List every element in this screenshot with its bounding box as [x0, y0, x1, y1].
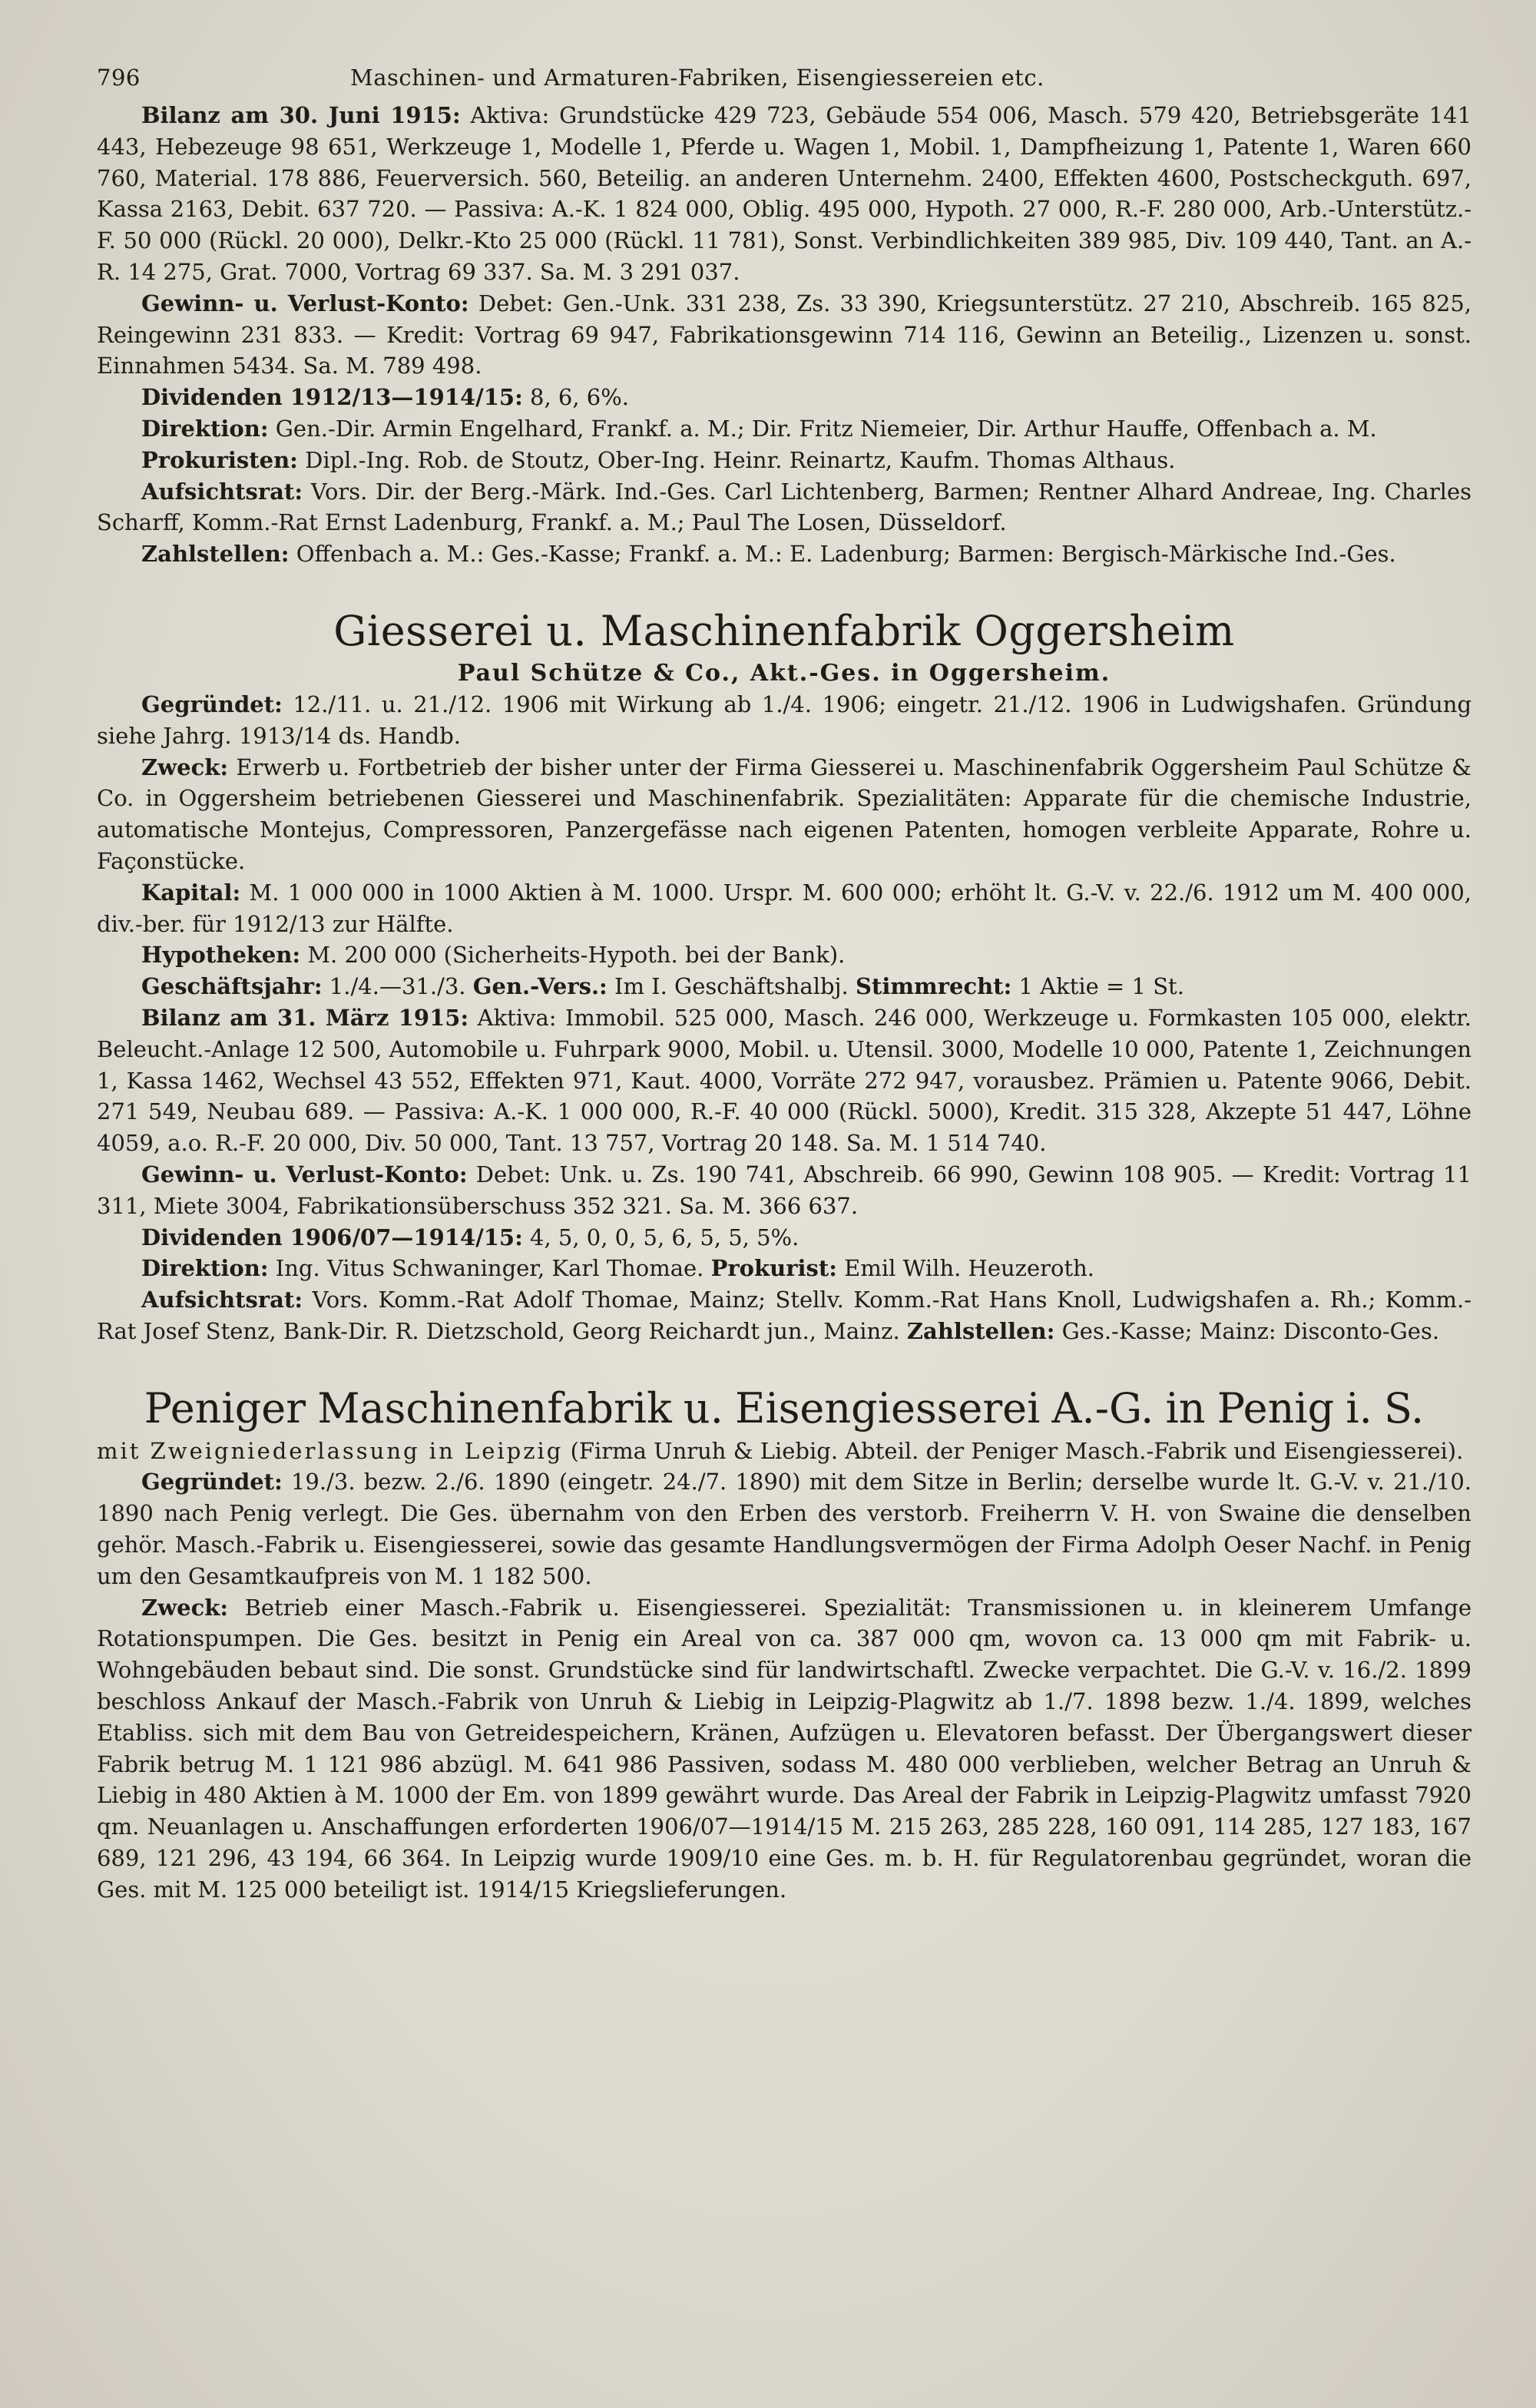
text: Aktiva: Grundstücke 429 723, Gebäude 554 006, Masch. 579 420, Betriebsgeräte 141 443, Hebezeuge 98 651, Werkzeuge 1, Modelle 1, Pferde u. Wagen 1, Mobil. 1, Dampfheizung 1, Patente 1, Waren 660 760, Material. 178 886, Feuerversich. 560, Beteilig. an anderen Unternehm. 2400, Effekten 4600, Postscheckguth. 697, Kassa 2163, Debit. 637 720. — Passiva: A.-K. 1 824 000, Oblig. 495 000, Hypoth. 27 000, R.-F. 280 000, Arb.-Unterstütz.-F. 50 000 (Rückl. 20 000), Delkr.-Kto 25 000 (Rückl. 11 781), Sonst. Verbindlichkeiten 389 985, Div. 109 440, Tant. an A.-R. 14 275, Grat. 7000, Vortrag 69 337. Sa. M. 3 291 037. [97, 102, 1472, 285]
label: Zweck: [141, 1594, 229, 1621]
label: Bilanz am 31. März 1915: [141, 1004, 469, 1031]
entry2-subtitle: Paul Schütze & Co., Akt.-Ges. in Oggersheim. [457, 659, 1111, 687]
entry1-zahlstellen [97, 538, 1471, 570]
text: Erwerb u. Fortbetrieb der bisher unter der Firma Giesserei u. Maschinenfabrik Oggersheim Paul Schütze & Co. in Oggersheim betriebenen Giesserei und Maschinenfabrik. Spezialitäten: Apparate für die chemische Industrie, automatische Montejus, Compressoren, Panzergefässe nach eigenen Patenten, homogen verbleite Apparate, Rohre u. Façonstücke. [97, 754, 1471, 874]
spacer [97, 570, 1471, 604]
entry2-direktion [97, 1253, 1471, 1284]
text: Ges.-Kasse; Mainz: Disconto-Ges. [1061, 1317, 1440, 1344]
label: Prokuristen: [141, 446, 298, 473]
label: Dividenden 1912/13—1914/15: [141, 384, 523, 411]
page-number: 796 [97, 65, 141, 91]
text: Offenbach a. M.: Ges.-Kasse; Frankf. a. M.: E. Ladenburg; Barmen: Bergisch-Märkische Ind.-Ges. [296, 541, 1396, 568]
entry2-gewinn [97, 1159, 1471, 1222]
label: Direktion: [141, 1255, 269, 1282]
label: Zweck: [141, 754, 229, 780]
text: M. 1 000 000 in 1000 Aktien à M. 1000. Urspr. M. 600 000; erhöht lt. G.-V. v. 22./6. 1912 um M. 400 000, div.-ber. für 1912/13 zur Hälfte. [97, 879, 1472, 937]
label: Dividenden 1906/07—1914/15: [141, 1224, 523, 1250]
subtitle-rest: (Firma Unruh & Liebig. Abteil. der Peniger Masch.-Fabrik und Eisengiesserei). [570, 1437, 1464, 1464]
text: 19./3. bezw. 2./6. 1890 (eingetr. 24./7. 1890) mit dem Sitze in Berlin; derselbe wurde lt. G.-V. v. 21./10. 1890 nach Penig verlegt. Die Ges. übernahm von den Erben des verstorb. Freiherrn V. H. von Swaine die denselben gehör. Masch.-Fabrik u. Eisengiesserei, sowie das gesamte Handlungsvermögen der Firma Adolph Oeser Nachf. in Penig um den Gesamtkaufpreis von M. 1 182 500. [97, 1469, 1472, 1589]
text: Im I. Geschäftshalbj. [614, 973, 849, 1000]
label: Gewinn- u. Verlust-Konto: [141, 1161, 468, 1187]
label: Prokurist: [710, 1255, 837, 1282]
text: M. 200 000 (Sicherheits-Hypoth. bei der Bank). [307, 942, 846, 969]
text: 1 Aktie = 1 St. [1018, 973, 1184, 1000]
text: Emil Wilh. Heuzeroth. [844, 1255, 1094, 1282]
label: Stimmrecht: [855, 973, 1012, 1000]
text: Debet: Gen.-Unk. 331 238, Zs. 33 390, Kriegsunterstütz. 27 210, Abschreib. 165 825, Reingewinn 231 833. — Kredit: Vortrag 69 947, Fabrikationsgewinn 714 116, Gewinn an Beteilig., Lizenzen u. sonst. Einnahmen 5434. Sa. M. 789 498. [97, 290, 1471, 379]
text: Vors. Dir. der Berg.-Märk. Ind.-Ges. Carl Lichtenberg, Barmen; Rentner Alhard Andreae, Ing. Charles Scharff, Komm.-Rat Ernst Ladenburg, Frankf. a. M.; Paul The Losen, Düsseldorf. [97, 478, 1471, 536]
text: Dipl.-Ing. Rob. de Stoutz, Ober-Ing. Heinr. Reinartz, Kaufm. Thomas Althaus. [305, 446, 1176, 473]
entry1-aufsichtsrat [97, 476, 1471, 539]
text: 1./4.—31./3. [329, 973, 466, 1000]
text: Ing. Vitus Schwaninger, Karl Thomae. [275, 1255, 704, 1282]
label: Kapital: [141, 879, 241, 906]
text: Debet: Unk. u. Zs. 190 741, Abschreib. 66 990, Gewinn 108 905. — Kredit: Vortrag 11 311, Miete 3004, Fabrikationsüberschuss 352 321. Sa. M. 366 637. [97, 1161, 1471, 1219]
entry2-title: Giesserei u. Maschinenfabrik Oggersheim [333, 606, 1235, 655]
label: Aufsichtsrat: [141, 478, 303, 505]
subtitle-spaced: mit Zweigniederlassung in Leipzig [97, 1437, 564, 1464]
entry2-zweck [97, 752, 1471, 877]
text: Betrieb einer Masch.-Fabrik u. Eisengiesserei. Spezialität: Transmissionen u. in kleinerem Umfange Rotationspumpen. Die Ges. besitzt in Penig ein Areal von ca. 387 000 qm, wovon ca. 13 000 qm mit Fabrik- u. Wohngebäuden bebaut sind. Die sonst. Grundstücke sind für landwirtschaftl. Zwecke verpachtet. Die G.-V. v. 16./2. 1899 beschloss Ankauf der Masch.-Fabrik von Unruh & Liebig in Leipzig-Plagwitz ab 1./7. 1898 bezw. 1./4. 1899, welches Etabliss. sich mit dem Bau von Getreidespeichern, Kränen, Aufzügen u. Elevatoren befasst. Der Übergangswert dieser Fabrik betrug M. 1 121 986 abzügl. M. 641 986 Passiven, sodass M. 480 000 verblieben, welcher Betrag an Unruh & Liebig in 480 Aktien à M. 1000 der Em. von 1899 gewährt wurde. Das Areal der Fabrik in Leipzig-Plagwitz umfasst 7920 qm. Neuanlagen u. Anschaffungen erforderten 1906/07—1914/15 M. 215 263, 285 228, 160 091, 114 285, 127 183, 167 689, 121 296, 43 194, 66 364. In Leipzig wurde 1909/10 eine Ges. m. b. H. für Regulatorenbau gegründet, woran die Ges. mit M. 125 000 beteiligt ist. 1914/15 Kriegslieferungen. [97, 1594, 1472, 1903]
page-header [97, 54, 1471, 100]
label: Zahlstellen: [141, 541, 290, 568]
label: Gegründet: [141, 691, 283, 717]
text: Aktiva: Immobil. 525 000, Masch. 246 000, Werkzeuge u. Formkasten 105 000, elektr. Beleucht.-Anlage 12 500, Automobile u. Fuhrpark 9000, Mobil. u. Utensil. 3000, Modelle 10 000, Patente 1, Zeichnungen 1, Kassa 1462, Wechsel 43 552, Effekten 971, Kaut. 4000, Vorräte 272 947, vorausbez. Prämien u. Patente 9066, Debit. 271 549, Neubau 689. — Passiva: A.-K. 1 000 000, R.-F. 40 000 (Rückl. 5000), Kredit. 315 328, Akzepte 51 447, Löhne 4059, a.o. R.-F. 20 000, Div. 50 000, Tant. 13 757, Vortrag 20 148. Sa. M. 1 514 740. [97, 1004, 1472, 1157]
entry2-hypotheken [97, 939, 1471, 971]
entry3-title: Peniger Maschinenfabrik u. Eisengiesserei A.-G. in Penig i. S. [144, 1383, 1425, 1433]
running-title: Maschinen- und Armaturen-Fabriken, Eisengiessereien etc. [350, 65, 1044, 91]
entry1-bilanz [97, 100, 1471, 288]
label: Geschäftsjahr: [141, 973, 323, 1000]
label: Gen.-Vers.: [472, 973, 607, 1000]
label: Gegründet: [141, 1469, 283, 1495]
entry1-dividenden [97, 382, 1471, 413]
label: Direktion: [141, 415, 269, 442]
label: Zahlstellen: [906, 1317, 1055, 1344]
entry1-prokuristen [97, 445, 1471, 476]
text: Gen.-Dir. Armin Engelhard, Frankf. a. M.; Dir. Fritz Niemeier, Dir. Arthur Hauffe, Offenbach a. M. [275, 415, 1377, 442]
entry3-zweck [97, 1592, 1471, 1906]
entry2-gegruendet [97, 689, 1471, 752]
text: Vors. Komm.-Rat Adolf Thomae, Mainz; Stellv. Komm.-Rat Hans Knoll, Ludwigshafen a. Rh.; Komm.-Rat Josef Stenz, Bank-Dir. R. Dietzschold, Georg Reichardt jun., Mainz. [97, 1287, 1471, 1344]
text: 12./11. u. 21./12. 1906 mit Wirkung ab 1./4. 1906; eingetr. 21./12. 1906 in Ludwigshafen. Gründung siehe Jahrg. 1913/14 ds. Handb. [97, 691, 1472, 749]
label: Hypotheken: [141, 942, 301, 969]
entry2-kapital [97, 877, 1471, 940]
text: 8, 6, 6%. [530, 384, 629, 411]
label: Aufsichtsrat: [141, 1287, 303, 1313]
entry3-gegruendet [97, 1466, 1471, 1592]
entry2-dividenden [97, 1222, 1471, 1254]
entry2-geschaeftsjahr [97, 971, 1471, 1002]
label: Gewinn- u. Verlust-Konto: [141, 290, 469, 316]
text-column [97, 54, 1471, 1906]
entry1-direktion [97, 413, 1471, 445]
spacer [97, 1347, 1471, 1382]
entry2-bilanz [97, 1002, 1471, 1159]
entry3-subtitle [97, 1436, 1471, 1467]
label: Bilanz am 30. Juni 1915: [141, 102, 461, 128]
text: 4, 5, 0, 0, 5, 6, 5, 5, 5%. [530, 1224, 799, 1250]
entry2-aufsichtsrat [97, 1284, 1471, 1347]
entry1-gewinn [97, 288, 1471, 382]
